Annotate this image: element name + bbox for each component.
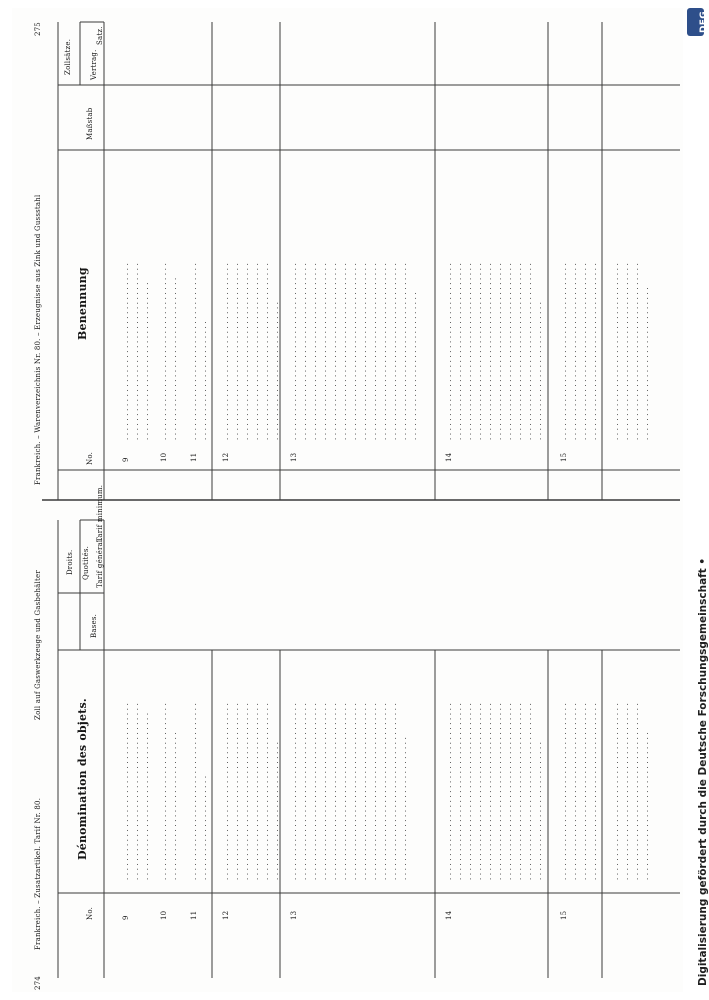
row-text-line: . . . . . . . . . . . . . . . . . . . . . . . . . . . . . . . . . . . . .	[622, 702, 630, 880]
row-text-line: . . . . . . . . . . . . . . . . . . . . . .	[200, 775, 208, 880]
row-text-line: . . . . . . . . . . . . . . . . . . . . . . . . . . . . . . . . . . . . .	[495, 262, 503, 440]
row-text-line: . . . . . . . . . . . . . . . . . . . . . . . . . . . . . . . . . . . . .	[160, 702, 168, 880]
row-text-line: . . . . . . . . . . . . . . . . . . . . . . . . . . . . . . . . . . . . .	[350, 262, 358, 440]
row-number: 15	[560, 910, 568, 920]
row-text-line: . . . . . . . . . . . . . . . . . . . . . . . . . . . . . . . . . . . . .	[515, 702, 523, 880]
row-text-line: . . . . . . . . . . . . . . . . . . . . . . . . . . . . . . . . . . . . .	[505, 702, 513, 880]
row-number: 10	[160, 452, 168, 462]
row-number: 11	[190, 452, 198, 462]
row-text-line: . . . . . . . . . . . . . . . . . . . . . . . . . . . . . . . . .	[142, 282, 150, 440]
row-number: 13	[290, 910, 298, 920]
row-number: 14	[445, 452, 453, 462]
row-text-line: . . . . . . . . . . . . . . . . . . . . . . . . . . . . . . . . . . . . .	[455, 702, 463, 880]
row-text-line: . . . . . . . . . . . . . . . . . . . . . . . . . . . . . . . . . . . . .	[190, 262, 198, 440]
row-number: 14	[445, 910, 453, 920]
row-text-line: . . . . . . . . . . . . . . . . . . . . . . . . . . . . . . . . . . . . .	[190, 702, 198, 880]
row-text-line: . . . . . . . . . . . . . . . . . . . . . . . . . . . . . .	[400, 736, 408, 880]
row-number: 9	[122, 457, 130, 462]
row-text-line: . . . . . . . . . . . . . . . . . . . . . . . . . . . . . . . . . . . . .	[300, 702, 308, 880]
row-text-line: . . . . . . . . . . . . . . . . . . . . . . . . . . . . . . . . . . . . .	[360, 702, 368, 880]
row-text-line: . . . . . . . . . . . . . . . . . . . . . . . . . . . . . . . . . . . . .	[400, 262, 408, 440]
row-text-line: . . . . . . . . . . . . . . . . . . . . . . . . . . . . . . . . . . . . .	[330, 262, 338, 440]
row-number: 10	[160, 910, 168, 920]
row-text-line: . . . . . . . . . . . . . . . . . . . . . . . . . . . . . . . . . . . . .	[122, 262, 130, 440]
row-text-line: . . . . . . . . . . . . . . . . . . . . . . . . . . . . . . . . . . . . .	[590, 262, 598, 440]
row-text-line: . . . . . . . . . . . . . . . . . . . . . . . . . . . . . . . . . . . . .	[612, 262, 620, 440]
row-text-line: . . . . . . . . . . . . . . . . . . . . . . . . . . . . . . . . . . . . .	[242, 262, 250, 440]
page-number-right: 275	[34, 22, 42, 36]
row-text-line: . . . . . . . . . . . . . . . . . . . . . . . . . . . . . . . . . . . . .	[350, 702, 358, 880]
row-text-line: . . . . . . . . . . . . . . . . . . . . . . . . . . . . . . . . . . . . .	[525, 702, 533, 880]
row-text-line: . . . . . . . . . . . . . . . . . . . . . . . . . . . . . . . . . . . . .	[160, 262, 168, 440]
row-text-line: . . . . . . . . . . . . . . . . . . . . . . . . . . . . . . .	[410, 292, 418, 440]
row-text-line: . . . . . . . . . . . . . . . . . . . . . . . . . . . . . . . . . . . . .	[222, 702, 230, 880]
row-text-line: . . . . . . . . . . . . . . . . . . . . . . . . . . . . .	[272, 301, 280, 440]
col-header-massstab: Maßstab	[86, 107, 94, 140]
row-text-line: . . . . . . . . . . . . . . . . . . . . . . . . . . . . . . . . . . . . .	[340, 262, 348, 440]
row-text-line: . . . . . . . . . . . . . . . . . . . . . . . . . . . . . . . . . . . . .	[445, 262, 453, 440]
row-text-line: . . . . . . . . . . . . . . . . . . . . . . . . . . . . . . . . . . . . .	[632, 262, 640, 440]
row-text-line: . . . . . . . . . . . . . . . . . . . . . . . . . . . . . . . . . . . . .	[310, 262, 318, 440]
col-header-benennung: Benennung	[76, 267, 89, 340]
row-text-line: . . . . . . . . . . . . . . . . . . . . . . . . . . . . . . . . . . . . .	[290, 262, 298, 440]
row-text-line: . . . . . . . . . . . . . . . . . . . . . . . . . . . . . . .	[642, 732, 650, 880]
row-text-line: . . . . . . . . . . . . . . . . . . . . . . . . . . . . . . . . . . . . .	[580, 262, 588, 440]
row-text-line: . . . . . . . . . . . . . . . . . . . . . . . . . . . . . . . . . . . . .	[525, 262, 533, 440]
row-text-line: . . . . . . . . . . . . . . . . . . . . . . . . . . . . . . . . . . . . .	[445, 702, 453, 880]
row-text-line: . . . . . . . . . . . . . . . . . . . . . . . . . . . . . . . . . . . . .	[622, 262, 630, 440]
running-head-right: Frankreich. – Warenverzeichnis Nr. 80. – Erzeugnisse aus Zink und Gussstahl	[34, 194, 42, 485]
row-text-line: . . . . . . . . . . . . . . . . . . . . . . . . . . . . .	[272, 741, 280, 880]
row-text-line: . . . . . . . . . . . . . . . . . . . . . . . . . . . . . . . . . . . . .	[252, 262, 260, 440]
col-header-no-right: No.	[86, 451, 94, 465]
col-header-droits: Droits.	[66, 549, 74, 575]
row-text-line: . . . . . . . . . . . . . . . . . . . . . . . . . . . . . . . . . . . . .	[132, 702, 140, 880]
row-text-line: . . . . . . . . . . . . . . . . . . . . . . . . . . . . . . . . . . . . .	[262, 702, 270, 880]
row-text-line: . . . . . . . . . . . . . . . . . . . . . . . . . . . . . . . . . . . . .	[242, 702, 250, 880]
row-text-line: . . . . . . . . . . . . . . . . . . . . . . . . . . . . . . . . . . . . .	[475, 262, 483, 440]
row-text-line: . . . . . . . . . . . . . . . . . . . . . . . . .	[200, 321, 208, 440]
row-text-line: . . . . . . . . . . . . . . . . . . . . . . . . . . . . . . . . . . . . .	[505, 262, 513, 440]
row-text-line: . . . . . . . . . . . . . . . . . . . . . . . . . . . . . . . . . . . . .	[570, 262, 578, 440]
row-text-line: . . . . . . . . . . . . . . . . . . . . . . . . . . . . . . . . . . . . .	[590, 702, 598, 880]
row-text-line: . . . . . . . . . . . . . . . . . . . . . . . . . . . . . . . . . . . . .	[380, 702, 388, 880]
dfg-logo-badge	[687, 8, 709, 36]
row-number: 12	[222, 452, 230, 462]
row-text-line: . . . . . . . . . . . . . . . . . . . . . . . . . . . . . . . . . . . . .	[612, 702, 620, 880]
row-text-line: . . . . . . . . . . . . . . . . . . . . . . . . . . . . . . . . . . . . .	[560, 262, 568, 440]
col-header-zollsatz: Zollsätze.	[64, 38, 72, 75]
row-number: 15	[560, 452, 568, 462]
row-number: 9	[122, 915, 130, 920]
col-header-vertrag: Vertrag.	[90, 49, 98, 80]
row-text-line: . . . . . . . . . . . . . . . . . . . . . . . . . . . . . . . . . . . . .	[320, 262, 328, 440]
row-text-line: . . . . . . . . . . . . . . . . . . . . . . . . . . . . . . . . . . . . .	[132, 262, 140, 440]
row-text-line: . . . . . . . . . . . . . . . . . . . . . . . . . . . . . . . . . . . . .	[465, 262, 473, 440]
row-text-line: . . . . . . . . . . . . . . . . . . . . . . . . . . . . . . . . . . . . .	[485, 702, 493, 880]
col-header-bases: Bases.	[90, 613, 98, 638]
row-text-line: . . . . . . . . . . . . . . . . . . . . . . . . . . . . . . . . . . . . .	[455, 262, 463, 440]
col-header-no-left: No.	[86, 906, 94, 920]
row-text-line: . . . . . . . . . . . . . . . . . . . . . . . . . . . . . . . . . . . . .	[360, 262, 368, 440]
row-text-line: . . . . . . . . . . . . . . . . . . . . . . . . . . . . . . . . . . . . .	[122, 702, 130, 880]
row-text-line: . . . . . . . . . . . . . . . . . . . . . . . . . . . . .	[535, 301, 543, 440]
row-text-line: . . . . . . . . . . . . . . . . . . . . . . . . . . . . . . . . . . . . .	[232, 702, 240, 880]
page-number-left: 274	[34, 976, 42, 990]
row-text-line: . . . . . . . . . . . . . . . . . . . . . . . . . . . . . . .	[170, 732, 178, 880]
row-text-line: . . . . . . . . . . . . . . . . . . . . . . . . . . . . . . . . . . . . .	[560, 702, 568, 880]
row-text-line: . . . . . . . . . . . . . . . . . . . . . . . . . . . . . . . . . . . . .	[632, 702, 640, 880]
row-number: 11	[190, 910, 198, 920]
row-text-line: . . . . . . . . . . . . . . . . . . . . . . . . . . . . . . . . . . . . .	[252, 702, 260, 880]
row-text-line: . . . . . . . . . . . . . . . . . . . . . . . . . . . . . . . . . . . . .	[330, 702, 338, 880]
row-text-line: . . . . . . . . . . . . . . . . . . . . . . . . . . . . . . . . . .	[170, 277, 178, 440]
row-text-line: . . . . . . . . . . . . . . . . . . . . . . . . . . . . . . . . . . . . .	[570, 702, 578, 880]
dfg-logo-label: DFG	[699, 11, 709, 33]
row-text-line: . . . . . . . . . . . . . . . . . . . . . . . . . . . . . . . . . . . . .	[390, 702, 398, 880]
col-header-tarif-general: Tarif général.	[96, 537, 104, 588]
row-text-line: . . . . . . . . . . . . . . . . . . . . . . . . . . . . . . . . . . .	[142, 712, 150, 880]
row-text-line: . . . . . . . . . . . . . . . . . . . . . . . . . . . . . . . . . . . . .	[370, 262, 378, 440]
row-text-line: . . . . . . . . . . . . . . . . . . . . . . . . . . . . . . . . . . . . .	[262, 262, 270, 440]
row-text-line: . . . . . . . . . . . . . . . . . . . . . . . . . . . . . . . . . . . . .	[340, 702, 348, 880]
row-text-line: . . . . . . . . . . . . . . . . . . . . . . . . . . . . . . . . . . . . .	[320, 702, 328, 880]
col-header-satz: Satz.	[96, 26, 104, 45]
running-subtitle-left: Zoll auf Gaswerkzeuge und Gasbehälter	[34, 570, 42, 720]
row-number: 12	[222, 910, 230, 920]
dfg-funding-notice: Digitalisierung gefördert durch die Deutsche Forschungsgemeinschaft •	[697, 557, 709, 986]
col-header-denomination: Dénomination des objets.	[76, 698, 89, 860]
row-text-line: . . . . . . . . . . . . . . . . . . . . . . . . . . . . . . . . . . . . .	[232, 262, 240, 440]
row-text-line: . . . . . . . . . . . . . . . . . . . . . . . . . . . . . . . . . . . . .	[290, 702, 298, 880]
running-head-left: Frankreich. – Zusatzartikel. Tarif Nr. 80.	[34, 797, 42, 950]
row-text-line: . . . . . . . . . . . . . . . . . . . . . . . . . . . . . . . . . . . . .	[370, 702, 378, 880]
row-text-line: . . . . . . . . . . . . . . . . . . . . . . . . . . . . . . . . . . . . .	[310, 702, 318, 880]
row-text-line: . . . . . . . . . . . . . . . . . . . . . . . . . . . . . . . . . . . . .	[580, 702, 588, 880]
row-text-line: . . . . . . . . . . . . . . . . . . . . . . . . . . . . . . . .	[642, 287, 650, 440]
row-text-line: . . . . . . . . . . . . . . . . . . . . . . . . . . . . . . . . . . . . .	[515, 262, 523, 440]
row-text-line: . . . . . . . . . . . . . . . . . . . . . . . . . . . . . . . . . . . . .	[300, 262, 308, 440]
col-header-tarif-minimum: Tarif minimum.	[96, 484, 104, 542]
row-text-line: . . . . . . . . . . . . . . . . . . . . . . . . . . . . . . . . . . . . .	[465, 702, 473, 880]
row-text-line: . . . . . . . . . . . . . . . . . . . . . . . . . . . . . . . . . . . . .	[390, 262, 398, 440]
row-number: 13	[290, 452, 298, 462]
row-text-line: . . . . . . . . . . . . . . . . . . . . . . . . . . . . . . . . . . . . .	[380, 262, 388, 440]
row-text-line: . . . . . . . . . . . . . . . . . . . . . . . . . . . . . . . . . . . . .	[475, 702, 483, 880]
row-text-line: . . . . . . . . . . . . . . . . . . . . . . . . . . . . . . . . . . . . .	[222, 262, 230, 440]
row-text-line: . . . . . . . . . . . . . . . . . . . . . . . . . . . . . . . . . . . . .	[495, 702, 503, 880]
row-text-line: . . . . . . . . . . . . . . . . . . . . . . . . . . . . . . . . . . . . .	[485, 262, 493, 440]
col-header-quotites: Quotités.	[82, 545, 90, 580]
row-text-line: . . . . . . . . . . . . . . . . . . . . . . . . . . . . .	[535, 741, 543, 880]
